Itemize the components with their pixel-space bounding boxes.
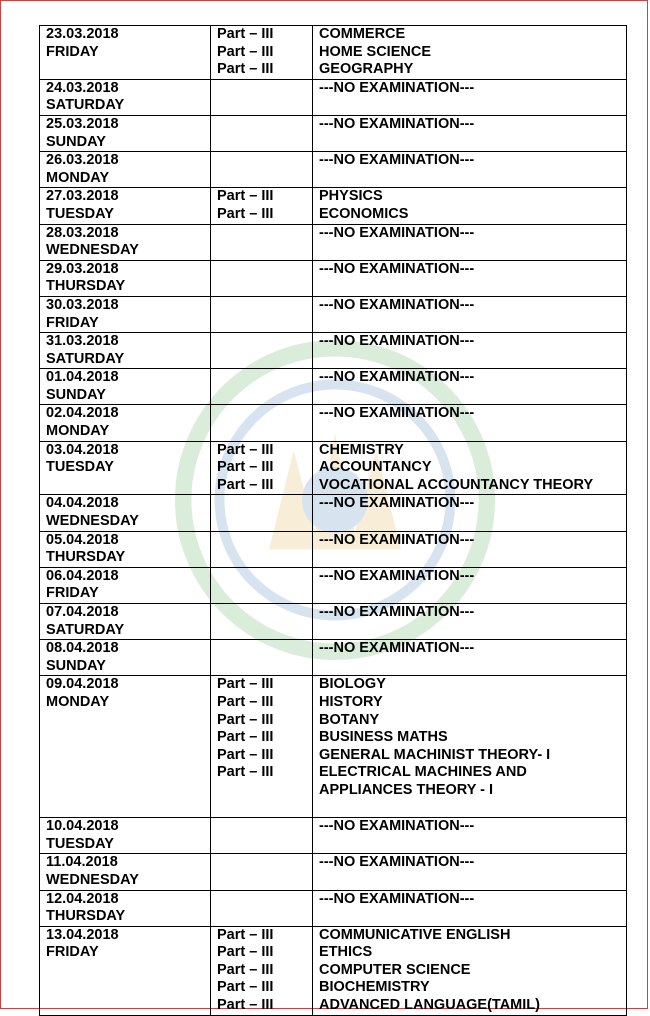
subject-name: BOTANY bbox=[319, 711, 380, 728]
exam-day: WEDNESDAY bbox=[46, 513, 139, 530]
schedule-row bbox=[40, 818, 627, 854]
part-cell bbox=[211, 818, 313, 854]
exam-day: THURSDAY bbox=[46, 278, 126, 295]
exam-date: 25.03.2018 bbox=[46, 115, 119, 132]
subject-name: ACCOUNTANCY bbox=[319, 459, 432, 476]
date-cell bbox=[40, 926, 211, 1015]
schedule-row bbox=[40, 188, 627, 224]
schedule-row bbox=[40, 531, 627, 567]
part-cell bbox=[211, 567, 313, 603]
part-label: Part – III bbox=[217, 43, 274, 60]
part-cell bbox=[211, 333, 313, 369]
exam-day: FRIDAY bbox=[46, 944, 99, 961]
part-label: Part – III bbox=[217, 711, 274, 728]
subject-name: ECONOMICS bbox=[319, 205, 409, 222]
no-examination-text: ---NO EXAMINATION--- bbox=[319, 152, 475, 169]
part-cell bbox=[211, 890, 313, 926]
exam-date: 04.04.2018 bbox=[46, 495, 119, 512]
subject-cell bbox=[313, 26, 627, 80]
part-cell bbox=[211, 854, 313, 890]
schedule-row bbox=[40, 296, 627, 332]
no-examination-text: ---NO EXAMINATION--- bbox=[319, 333, 475, 350]
no-examination-text: ---NO EXAMINATION--- bbox=[319, 296, 475, 313]
subject-name: ELECTRICAL MACHINES AND bbox=[319, 764, 527, 781]
exam-day: FRIDAY bbox=[46, 585, 99, 602]
exam-day: SUNDAY bbox=[46, 386, 106, 403]
schedule-row bbox=[40, 926, 627, 1015]
date-cell bbox=[40, 854, 211, 890]
subject-name: VOCATIONAL ACCOUNTANCY THEORY bbox=[319, 476, 594, 493]
schedule-row bbox=[40, 260, 627, 296]
date-cell bbox=[40, 369, 211, 405]
subject-name: BUSINESS MATHS bbox=[319, 729, 448, 746]
schedule-row bbox=[40, 676, 627, 818]
no-examination-text: ---NO EXAMINATION--- bbox=[319, 854, 475, 871]
part-label: Part – III bbox=[217, 693, 274, 710]
subject-cell bbox=[313, 115, 627, 151]
exam-day: SATURDAY bbox=[46, 350, 125, 367]
exam-day: TUESDAY bbox=[46, 459, 114, 476]
subject-cell bbox=[313, 333, 627, 369]
no-examination-text: ---NO EXAMINATION--- bbox=[319, 495, 475, 512]
schedule-row bbox=[40, 441, 627, 495]
part-label: Part – III bbox=[217, 961, 274, 978]
part-cell bbox=[211, 188, 313, 224]
part-cell bbox=[211, 640, 313, 676]
date-cell bbox=[40, 567, 211, 603]
exam-date: 29.03.2018 bbox=[46, 260, 119, 277]
no-examination-text: ---NO EXAMINATION--- bbox=[319, 640, 475, 657]
part-cell bbox=[211, 79, 313, 115]
part-cell bbox=[211, 260, 313, 296]
schedule-row bbox=[40, 495, 627, 531]
exam-date: 13.04.2018 bbox=[46, 926, 119, 943]
subject-name: ADVANCED LANGUAGE(TAMIL) bbox=[319, 997, 540, 1014]
subject-cell bbox=[313, 188, 627, 224]
schedule-row bbox=[40, 405, 627, 441]
part-cell bbox=[211, 115, 313, 151]
date-cell bbox=[40, 405, 211, 441]
part-label: Part – III bbox=[217, 746, 274, 763]
part-cell bbox=[211, 531, 313, 567]
part-label: Part – III bbox=[217, 188, 274, 205]
subject-cell bbox=[313, 604, 627, 640]
subject-cell bbox=[313, 79, 627, 115]
part-cell bbox=[211, 405, 313, 441]
exam-date: 11.04.2018 bbox=[46, 854, 118, 871]
subject-cell bbox=[313, 926, 627, 1015]
part-cell bbox=[211, 369, 313, 405]
subject-name: HOME SCIENCE bbox=[319, 43, 431, 60]
date-cell bbox=[40, 640, 211, 676]
part-label: Part – III bbox=[217, 997, 274, 1014]
exam-day: MONDAY bbox=[46, 693, 110, 710]
subject-cell bbox=[313, 567, 627, 603]
no-examination-text: ---NO EXAMINATION--- bbox=[319, 818, 475, 835]
subject-cell bbox=[313, 405, 627, 441]
schedule-row bbox=[40, 640, 627, 676]
exam-day: SUNDAY bbox=[46, 133, 106, 150]
exam-date: 12.04.2018 bbox=[46, 890, 119, 907]
no-examination-text: ---NO EXAMINATION--- bbox=[319, 260, 475, 277]
exam-date: 06.04.2018 bbox=[46, 567, 119, 584]
schedule-row bbox=[40, 369, 627, 405]
no-examination-text: ---NO EXAMINATION--- bbox=[319, 224, 475, 241]
date-cell bbox=[40, 260, 211, 296]
part-label: Part – III bbox=[217, 459, 274, 476]
part-label: Part – III bbox=[217, 205, 274, 222]
part-cell bbox=[211, 676, 313, 818]
subject-name: ETHICS bbox=[319, 944, 373, 961]
subject-name: COMPUTER SCIENCE bbox=[319, 961, 471, 978]
schedule-row bbox=[40, 79, 627, 115]
subject-name: BIOCHEMISTRY bbox=[319, 979, 430, 996]
date-cell bbox=[40, 890, 211, 926]
date-cell bbox=[40, 531, 211, 567]
exam-date: 01.04.2018 bbox=[46, 369, 119, 386]
subject-cell bbox=[313, 676, 627, 818]
part-label: Part – III bbox=[217, 61, 274, 78]
part-cell bbox=[211, 224, 313, 260]
exam-date: 31.03.2018 bbox=[46, 333, 119, 350]
no-examination-text: ---NO EXAMINATION--- bbox=[319, 567, 475, 584]
part-label bbox=[217, 782, 312, 800]
subject-name bbox=[319, 800, 626, 818]
exam-date: 30.03.2018 bbox=[46, 296, 119, 313]
subject-cell bbox=[313, 890, 627, 926]
exam-schedule-table bbox=[39, 25, 627, 1016]
subject-name: COMMERCE bbox=[319, 26, 406, 42]
part-label: Part – III bbox=[217, 676, 274, 693]
schedule-row bbox=[40, 604, 627, 640]
exam-date: 23.03.2018 bbox=[46, 26, 119, 42]
no-examination-text: ---NO EXAMINATION--- bbox=[319, 890, 475, 907]
exam-date: 05.04.2018 bbox=[46, 531, 119, 548]
schedule-row bbox=[40, 567, 627, 603]
part-cell bbox=[211, 495, 313, 531]
exam-date: 03.04.2018 bbox=[46, 441, 119, 458]
no-examination-text: ---NO EXAMINATION--- bbox=[319, 405, 475, 422]
exam-date: 26.03.2018 bbox=[46, 152, 119, 169]
subject-cell bbox=[313, 224, 627, 260]
no-examination-text: ---NO EXAMINATION--- bbox=[319, 115, 475, 132]
date-cell bbox=[40, 296, 211, 332]
exam-day: SATURDAY bbox=[46, 97, 125, 114]
date-cell bbox=[40, 224, 211, 260]
part-cell bbox=[211, 604, 313, 640]
subject-name: APPLIANCES THEORY - I bbox=[319, 781, 494, 798]
subject-name: GEOGRAPHY bbox=[319, 61, 414, 78]
schedule-row bbox=[40, 152, 627, 188]
schedule-row bbox=[40, 854, 627, 890]
exam-day: WEDNESDAY bbox=[46, 242, 139, 259]
subject-cell bbox=[313, 640, 627, 676]
subject-cell bbox=[313, 854, 627, 890]
part-cell bbox=[211, 152, 313, 188]
part-label: Part – III bbox=[217, 476, 274, 493]
exam-day: MONDAY bbox=[46, 423, 110, 440]
schedule-row bbox=[40, 26, 627, 80]
subject-cell bbox=[313, 296, 627, 332]
exam-date: 28.03.2018 bbox=[46, 224, 119, 241]
exam-date: 08.04.2018 bbox=[46, 640, 119, 657]
subject-name: CHEMISTRY bbox=[319, 441, 404, 458]
part-label: Part – III bbox=[217, 979, 274, 996]
part-label: Part – III bbox=[217, 926, 274, 943]
subject-name: COMMUNICATIVE ENGLISH bbox=[319, 926, 511, 943]
exam-date: 24.03.2018 bbox=[46, 79, 119, 96]
part-label bbox=[217, 800, 312, 818]
subject-name: PHYSICS bbox=[319, 188, 383, 205]
part-cell bbox=[211, 441, 313, 495]
no-examination-text: ---NO EXAMINATION--- bbox=[319, 369, 475, 386]
subject-name: GENERAL MACHINIST THEORY- I bbox=[319, 746, 551, 763]
part-label: Part – III bbox=[217, 729, 274, 746]
no-examination-text: ---NO EXAMINATION--- bbox=[319, 531, 475, 548]
date-cell bbox=[40, 188, 211, 224]
exam-day: FRIDAY bbox=[46, 314, 99, 331]
date-cell bbox=[40, 676, 211, 818]
date-cell bbox=[40, 333, 211, 369]
exam-day: WEDNESDAY bbox=[46, 871, 139, 888]
exam-date: 10.04.2018 bbox=[46, 818, 119, 835]
date-cell bbox=[40, 79, 211, 115]
exam-day: MONDAY bbox=[46, 169, 110, 186]
no-examination-text: ---NO EXAMINATION--- bbox=[319, 604, 475, 620]
part-cell bbox=[211, 926, 313, 1015]
exam-date: 27.03.2018 bbox=[46, 188, 119, 205]
date-cell bbox=[40, 495, 211, 531]
part-label: Part – III bbox=[217, 944, 274, 961]
date-cell bbox=[40, 604, 211, 640]
part-label: Part – III bbox=[217, 26, 274, 42]
exam-date: 09.04.2018 bbox=[46, 676, 119, 693]
exam-day: THURSDAY bbox=[46, 549, 126, 566]
subject-cell bbox=[313, 818, 627, 854]
exam-day: THURSDAY bbox=[46, 908, 126, 925]
part-cell bbox=[211, 296, 313, 332]
schedule-row bbox=[40, 115, 627, 151]
subject-cell bbox=[313, 441, 627, 495]
subject-cell bbox=[313, 495, 627, 531]
exam-day: TUESDAY bbox=[46, 205, 114, 222]
subject-cell bbox=[313, 531, 627, 567]
subject-name: BIOLOGY bbox=[319, 676, 386, 693]
date-cell bbox=[40, 441, 211, 495]
subject-cell bbox=[313, 369, 627, 405]
part-label: Part – III bbox=[217, 764, 274, 781]
date-cell bbox=[40, 26, 211, 80]
exam-day: FRIDAY bbox=[46, 43, 99, 60]
schedule-row bbox=[40, 890, 627, 926]
exam-day: SATURDAY bbox=[46, 621, 125, 638]
date-cell bbox=[40, 152, 211, 188]
schedule-row bbox=[40, 333, 627, 369]
date-cell bbox=[40, 115, 211, 151]
subject-name: HISTORY bbox=[319, 693, 383, 710]
exam-day: SUNDAY bbox=[46, 657, 106, 674]
schedule-row bbox=[40, 224, 627, 260]
part-cell bbox=[211, 26, 313, 80]
subject-cell bbox=[313, 152, 627, 188]
subject-cell bbox=[313, 260, 627, 296]
part-label: Part – III bbox=[217, 441, 274, 458]
exam-day: TUESDAY bbox=[46, 835, 114, 852]
exam-date: 02.04.2018 bbox=[46, 405, 119, 422]
exam-date: 07.04.2018 bbox=[46, 604, 119, 620]
no-examination-text: ---NO EXAMINATION--- bbox=[319, 79, 475, 96]
date-cell bbox=[40, 818, 211, 854]
